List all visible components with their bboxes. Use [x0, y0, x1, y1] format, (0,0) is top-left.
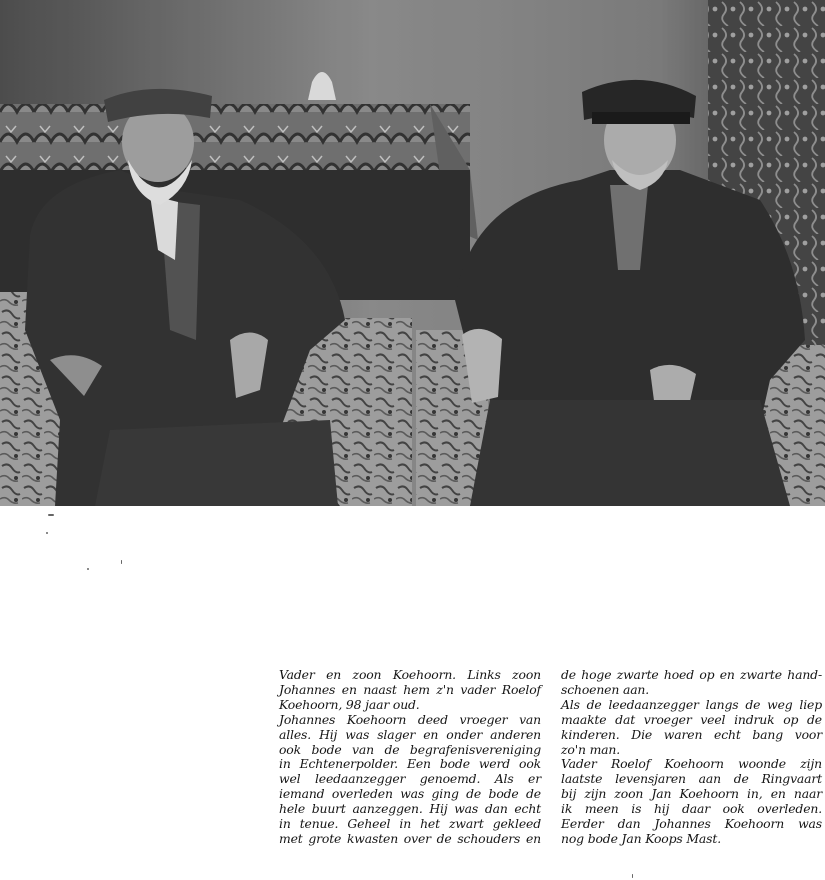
- caption-line: wel leedaanzegger genoemd. Als er: [279, 771, 541, 787]
- caption-line: hele buurt aanzeggen. Hij was dan echt: [279, 801, 541, 817]
- caption-line: iemand overleden was ging de bode de: [279, 786, 541, 802]
- caption-right-column: [561, 668, 822, 847]
- caption-line: in tenue. Geheel in het zwart gekleed: [279, 816, 541, 832]
- caption-left-column: [279, 668, 541, 847]
- caption-line: nog bode Jan Koops Mast.: [561, 830, 722, 846]
- caption-line: Koehoorn, 98 jaar oud.: [279, 696, 420, 712]
- caption-line: ik meen is hij daar ook overleden.: [561, 801, 822, 817]
- caption-line: Johannes en naast hem z'n vader Roelof: [279, 681, 541, 697]
- caption-line: alles. Hij was slager en onder anderen: [279, 726, 541, 742]
- scan-speck: [48, 514, 54, 516]
- caption-line: Vader Roelof Koehoorn woonde zijn: [561, 756, 822, 772]
- caption-line: kinderen. Die waren echt bang voor: [561, 726, 822, 742]
- scan-speck: [87, 568, 89, 570]
- caption-line: bij zijn zoon Jan Koehoorn in, en naar: [561, 786, 822, 802]
- scan-speck: [46, 532, 48, 534]
- scan-speck: [121, 560, 122, 564]
- scan-speck: [632, 874, 633, 878]
- caption-line: Johannes Koehoorn deed vroeger van: [279, 711, 541, 727]
- caption-line: Eerder dan Johannes Koehoorn was: [561, 816, 822, 832]
- caption-line: met grote kwasten over de schouders en: [279, 830, 541, 846]
- caption-line: de hoge zwarte hoed op en zwarte hand-: [561, 667, 822, 682]
- caption-line: laatste levensjaren aan de Ringvaart: [561, 771, 822, 787]
- caption-line: in Echtenerpolder. Een bode werd ook: [279, 756, 541, 772]
- caption-line: ook bode van de begrafenisvereniging: [279, 741, 541, 757]
- caption-line: zo'n man.: [561, 741, 621, 757]
- caption-line: Als de leedaanzegger langs de weg liep: [561, 696, 822, 712]
- caption-line: Vader en zoon Koehoorn. Links zoon: [279, 667, 541, 682]
- caption-line: maakte dat vroeger veel indruk op de: [561, 711, 822, 727]
- caption-line: schoenen aan.: [561, 681, 650, 697]
